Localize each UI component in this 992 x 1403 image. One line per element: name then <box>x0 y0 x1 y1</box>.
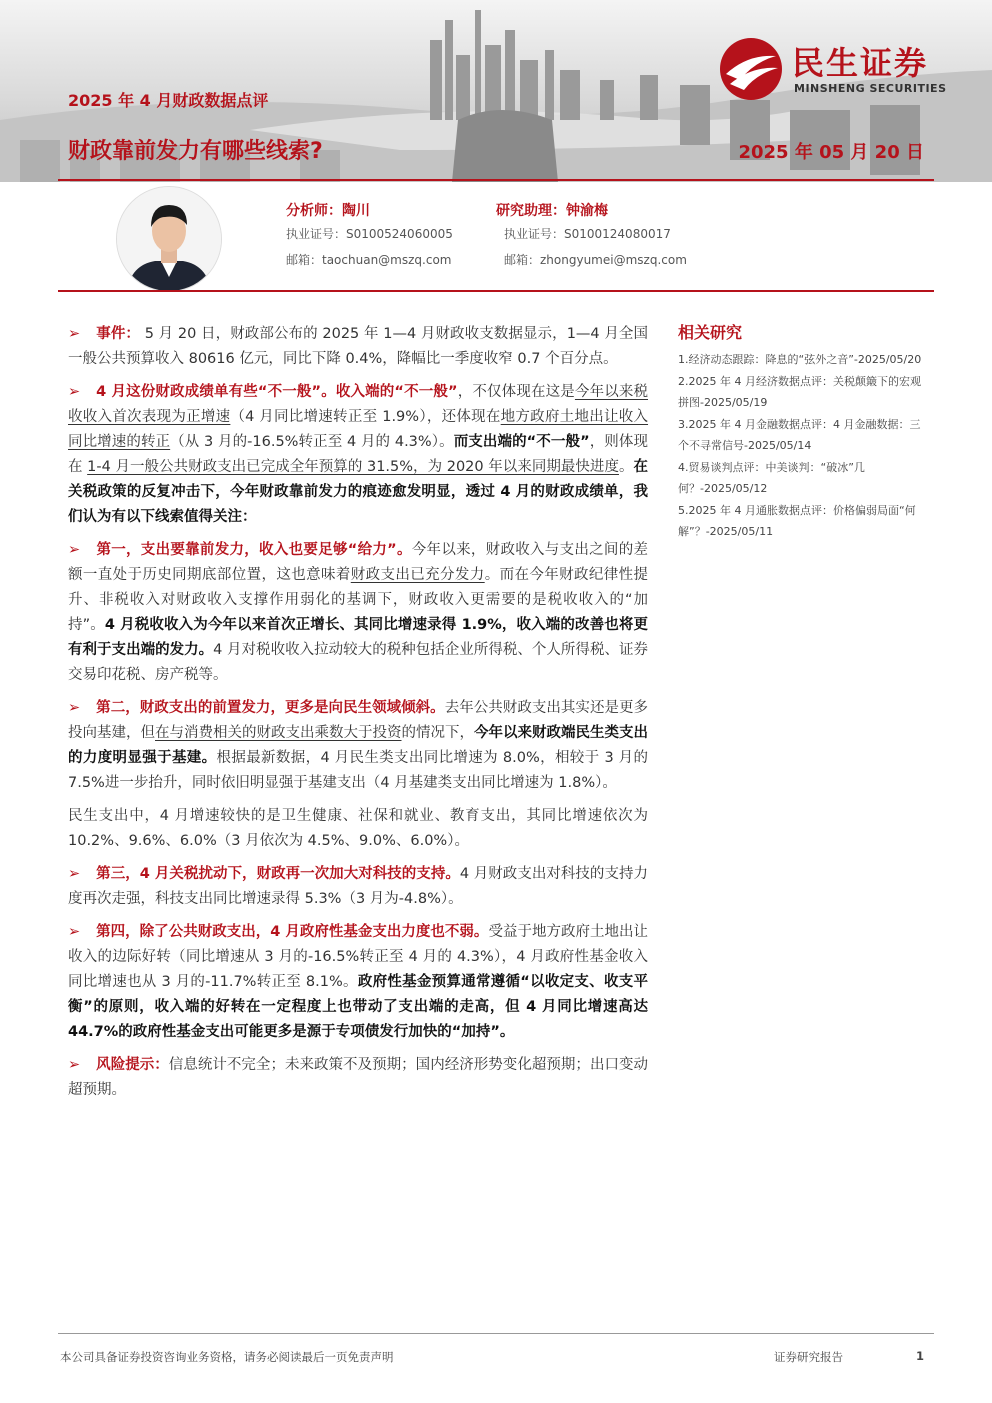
point-1-text-2: 。而在今年财政纪律性提升、非税收入对财政收入支撑作用弱化的基调下，财政收入更需要的是税收收入的“加持”。 <box>68 567 649 633</box>
point-1-bold: 4 月税收收入为今年以来首次正增长、其同比增速录得 1.9%，收入端的改善也将更有利于支出端的发力。 <box>68 617 648 658</box>
risk-text: 信息统计不完全；未来政策不及预期；国内经济形势变化超预期；出口变动超预期。 <box>68 1057 649 1098</box>
arrow-bullet-icon: ➢ <box>68 384 81 400</box>
related-research <box>678 320 928 543</box>
point-2-text-3: 根据最新数据，4 月民生类支出同比增速为 8.0%，相较于 3 月的 7.5%进一步抬升，同时依旧明显强于基建支出（4 月基建类支出同比增速为 1.8%）。 <box>68 750 648 791</box>
related-item[interactable]: 5.2025 年 4 月通胀数据点评：价格偏弱局面“何解”？-2025/05/11 <box>678 504 916 538</box>
footer-doc-type: 证券研究报告 <box>774 1350 843 1364</box>
arrow-bullet-icon: ➢ <box>68 700 81 716</box>
event-text: 5 月 20 日，财政部公布的 2025 年 1—4 月财政收支数据显示，1—4 月全国一般公共预算收入 80616 亿元，同比下降 0.4%，降幅比一季度收窄 0.7 个百分点。 <box>68 326 649 367</box>
analyst-avatar <box>116 186 222 292</box>
point-3-lead: 第三，4 月关税扰动下，财政再一次加大对科技的支持。 <box>96 866 460 882</box>
paragraph-point-4 <box>68 920 648 1045</box>
report-title: 财政靠前发力有哪些线索? <box>68 139 323 164</box>
related-item[interactable]: 3.2025 年 4 月金融数据点评：4 月金融数据：三个不寻常信号-2025/05/14 <box>678 418 921 452</box>
point-2-lead: 第二，财政支出的前置发力，更多是向民生领域倾斜。 <box>96 700 445 716</box>
risk-lead: 风险提示： <box>96 1057 169 1073</box>
paragraph-point-2 <box>68 696 648 796</box>
arrow-bullet-icon: ➢ <box>68 326 81 342</box>
page-number: 1 <box>916 1349 925 1363</box>
arrow-bullet-icon: ➢ <box>68 866 81 882</box>
summary-bold-1: 而支出端的“不一般” <box>453 434 590 450</box>
assistant-cert: 执业证号：S0100124080017 <box>504 227 671 241</box>
related-item[interactable]: 1.经济动态跟踪：降息的“弦外之音”-2025/05/20 <box>678 353 922 366</box>
point-4-lead: 第四，除了公共财政支出，4 月政府性基金支出力度也不弱。 <box>96 924 489 940</box>
event-lead: 事件： <box>96 326 140 342</box>
analyst-name: 分析师：陶川 <box>286 203 370 219</box>
footer-disclaimer: 本公司具备证券投资咨询业务资格，请务必阅读最后一页免责声明 <box>60 1350 394 1364</box>
point-2-bold: 今年以来财政端民生类支出的力度明显强于基建。 <box>68 725 648 766</box>
paragraph-point-1 <box>68 538 648 688</box>
paragraph-livelihood: 民生支出中，4 月增速较快的是卫生健康、社保和就业、教育支出，其同比增速依次为 10.2%、9.6%、6.0%（3 月依次为 4.5%、9.0%、6.0%）。 <box>68 808 648 849</box>
summary-bold-2: 在关税政策的反复冲击下，今年财政靠前发力的痕迹愈发明显，透过 4 月的财政成绩单，我们认为有以下线索值得关注： <box>68 459 648 525</box>
main-content <box>68 322 648 1111</box>
summary-text-3: （从 3 月的-16.5%转正至 4 月的 4.3%）。 <box>170 434 454 450</box>
assistant-name: 研究助理：钟渝梅 <box>496 203 608 219</box>
assistant-email[interactable]: 邮箱：zhongyumei@mszq.com <box>504 253 687 267</box>
related-item[interactable]: 2.2025 年 4 月经济数据点评：关税颠簸下的宏观拼图-2025/05/19 <box>678 375 921 409</box>
summary-text-2: （4 月同比增速转正至 1.9%），还体现在 <box>230 409 501 425</box>
summary-text-4: ，则体现在 <box>68 434 648 475</box>
paragraph-risk <box>68 1053 648 1103</box>
footer-divider <box>58 1333 934 1334</box>
logo-text-cn: 民生证券 <box>792 44 929 82</box>
arrow-bullet-icon: ➢ <box>68 542 81 558</box>
summary-lead: 4 月这份财政成绩单有些“不一般”。收入端的“不一般” <box>96 384 458 400</box>
summary-underline-3: 1-4 月一般公共财政支出已完成全年预算的 31.5%，为 2020 年以来同期最快进度 <box>87 459 619 475</box>
summary-underline-1: 今年以来税收收入首次表现为正增速 <box>68 384 649 425</box>
report-subtitle: 2025 年 4 月财政数据点评 <box>68 91 269 110</box>
paragraph-summary <box>68 380 648 530</box>
paragraph-event <box>68 322 648 372</box>
point-2-text-2: 的情况下， <box>401 725 474 741</box>
summary-text-5: 。 <box>618 459 634 475</box>
analyst-divider <box>58 290 934 292</box>
analyst-email[interactable]: 邮箱：taochuan@mszq.com <box>286 253 452 267</box>
minsheng-logo <box>718 36 968 102</box>
point-1-underline: 财政支出已充分发力 <box>350 567 485 583</box>
header-divider <box>58 179 934 181</box>
point-4-text: 受益于地方政府土地出让收入的边际好转（同比增速从 3 月的-16.5%转正至 4 月的 4.3%），4 月政府性基金收入同比增速也从 3 月的-11.7%转正至 8.1%。 <box>68 924 649 990</box>
analyst-cert: 执业证号：S0100524060005 <box>286 227 453 241</box>
point-4-bold: 政府性基金预算通常遵循“以收定支、收支平衡”的原则，收入端的好转在一定程度上也带动了支出端的走高，但 4 月同比增速高达 44.7%的政府性基金支出可能更多是源于专项债发行加快的“加持”。 <box>68 974 649 1040</box>
point-1-lead: 第一，支出要靠前发力，收入也要足够“给力”。 <box>96 542 412 558</box>
point-2-text-1: 去年公共财政支出其实还是更多投向基建，但 <box>68 700 649 741</box>
arrow-bullet-icon: ➢ <box>68 924 81 940</box>
related-item[interactable]: 4.贸易谈判点评：中美谈判：“破冰”几何？-2025/05/12 <box>678 461 865 495</box>
paragraph-point-3 <box>68 862 648 912</box>
point-3-text: 4 月财政支出对科技的支持力度再次走强，科技支出同比增速录得 5.3%（3 月为-4.8%）。 <box>68 866 648 907</box>
report-date: 2025 年 05 月 20 日 <box>738 142 924 163</box>
point-1-text-1: 今年以来，财政收入与支出之间的差额一直处于历史同期底部位置，这也意味着 <box>68 542 649 583</box>
logo-text-en: MINSHENG SECURITIES <box>794 82 947 95</box>
point-2-underline: 在与消费相关的财政支出乘数大于投资 <box>155 725 402 741</box>
related-research-title: 相关研究 <box>678 323 743 342</box>
minsheng-logo-icon <box>718 36 784 102</box>
analyst-photo-icon <box>117 187 221 291</box>
header-banner <box>0 0 992 182</box>
point-1-text-3: 4 月对税收收入拉动较大的税种包括企业所得税、个人所得税、证券交易印花税、房产税等。 <box>68 642 648 683</box>
summary-underline-2: 地方政府土地出让收入同比增速的转正 <box>68 409 649 450</box>
summary-text-1: ，不仅体现在这是 <box>457 384 575 400</box>
arrow-bullet-icon: ➢ <box>68 1057 81 1073</box>
